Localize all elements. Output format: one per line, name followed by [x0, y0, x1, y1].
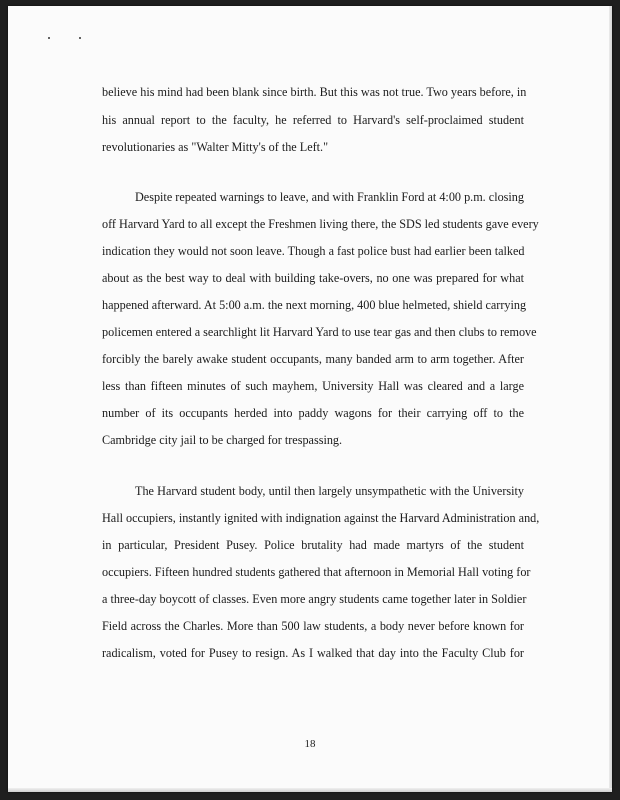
text-line: forcibly the barely awake student occupants, many banded arm to arm together. After	[102, 352, 524, 366]
binder-mark	[48, 37, 50, 39]
text-line: Hall occupiers, instantly ignited with indignation against the Harvard Administration and,	[102, 511, 540, 525]
text-line: Despite repeated warnings to leave, and with Franklin Ford at 4:00 p.m. closing	[135, 190, 524, 204]
text-line: Field across the Charles. More than 500 law students, a body never before known for	[102, 619, 524, 633]
text-line: occupiers. Fifteen hundred students gathered that afternoon in Memorial Hall voting for	[102, 565, 531, 579]
text-line: The Harvard student body, until then largely unsympathetic with the University	[135, 484, 524, 498]
text-line: believe his mind had been blank since birth. But this was not true. Two years before, in	[102, 85, 527, 99]
text-line: a three-day boycott of classes. Even more angry students came together later in Soldier	[102, 592, 527, 606]
text-line: in particular, President Pusey. Police brutality had made martyrs of the student	[102, 538, 524, 552]
text-line: off Harvard Yard to all except the Freshmen living there, the SDS led students gave every	[102, 217, 539, 231]
page-edge	[8, 788, 612, 792]
text-line: revolutionaries as "Walter Mitty's of the Left."	[102, 140, 329, 154]
text-line: Cambridge city jail to be charged for trespassing.	[102, 433, 343, 447]
document-page	[8, 6, 612, 792]
text-line: less than fifteen minutes of such mayhem, University Hall was cleared and a large	[102, 379, 524, 393]
binder-mark	[79, 37, 81, 39]
text-line: policemen entered a searchlight lit Harvard Yard to use tear gas and then clubs to remove	[102, 325, 537, 339]
text-line: indication they would not soon leave. Though a fast police bust had earlier been talked	[102, 244, 525, 258]
text-line: radicalism, voted for Pusey to resign. As I walked that day into the Faculty Club for	[102, 646, 524, 660]
text-line: his annual report to the faculty, he referred to Harvard's self-proclaimed student	[102, 113, 524, 127]
text-line: about as the best way to deal with building take-overs, no one was prepared for what	[102, 271, 524, 285]
text-line: happened afterward. At 5:00 a.m. the next morning, 400 blue helmeted, shield carrying	[102, 298, 527, 312]
page-edge	[609, 6, 612, 792]
page-number: 18	[304, 738, 316, 750]
text-line: number of its occupants herded into paddy wagons for their carrying off to the	[102, 406, 524, 420]
